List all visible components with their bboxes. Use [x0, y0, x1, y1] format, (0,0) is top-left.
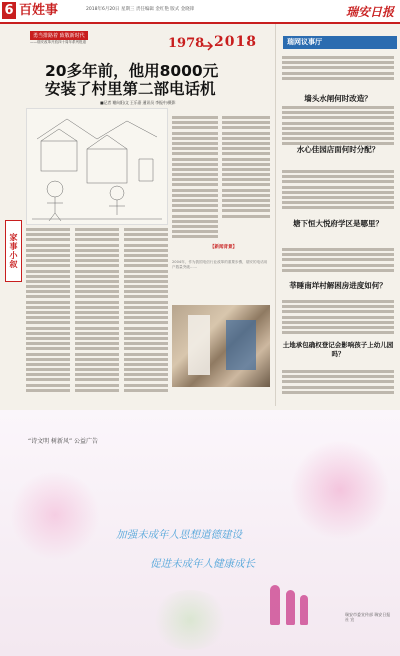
arrow-icon — [202, 40, 214, 52]
news-background-text: 2004年，作为我国电信行业改革的重要步骤，瑞安的电话用户数量突破…… — [172, 260, 268, 269]
photo-detail-blue — [226, 320, 256, 370]
column-label: 家事小叙 — [5, 220, 22, 282]
page-number: 6 — [2, 2, 16, 19]
question-body — [282, 248, 394, 274]
body-text-col-4 — [172, 116, 218, 241]
photo-detail-light — [188, 315, 210, 375]
article-headline — [45, 62, 265, 98]
grass-decoration — [150, 590, 230, 650]
headline-line-2: 安装了村里第二部电话机 — [45, 80, 216, 98]
question-title: 塘下恒大悦府学区是哪里？ — [293, 219, 383, 228]
ad-label: “诗文明 树新风” 公益广告 — [28, 438, 99, 445]
question-body — [282, 106, 394, 148]
sidebar-title: 瑞网议事厅 — [283, 36, 397, 49]
question-body — [282, 300, 394, 336]
ad-slogan-1: 加强未成年人思想道德建设 — [116, 529, 242, 541]
sketch-illustration — [26, 108, 168, 225]
body-text-col-3 — [124, 228, 168, 394]
body-text-col-1 — [26, 228, 70, 394]
question-body — [282, 370, 394, 396]
section-title: 百姓事 — [19, 3, 59, 18]
body-text-col-5 — [222, 116, 270, 220]
question-title: 墙头水闸何时改造？ — [304, 94, 372, 103]
ad-slogan-2: 促进未成年人健康成长 — [150, 558, 255, 570]
series-subkicker: ——瑞安改革开放四十周年系列报道 — [30, 40, 86, 44]
child-silhouette — [286, 590, 295, 625]
body-text-col-2 — [75, 228, 119, 394]
child-silhouette — [300, 595, 308, 625]
sketch-drawing — [27, 109, 167, 224]
question-title: 水心佳园店面何时分配？ — [296, 145, 380, 154]
child-silhouette — [270, 585, 280, 625]
year-start: 1978 — [168, 36, 205, 51]
question-title: 莘睡南垟村解困房进度如何？ — [289, 281, 387, 290]
sidebar-intro-text — [282, 56, 394, 82]
newspaper-logo: 瑞安日报 — [345, 5, 394, 19]
flower-decoration — [10, 470, 100, 560]
question-title: 土地承包确权登记会影响孩子上幼儿园吗？ — [282, 341, 394, 358]
news-background-tag: 【新闻背景】 — [210, 245, 237, 250]
series-kicker: 勇当排路着 致敬新时代 — [30, 31, 88, 40]
ad-organizer: 瑞安市委宣传部 瑞安日报社 宣 — [345, 612, 391, 622]
question-body — [282, 170, 394, 212]
header-meta: 2018年6月20日 星期三 责任编辑 金红艳 版式 金晓锋 — [86, 7, 195, 12]
year-end: 2018 — [214, 34, 257, 50]
article-byline: ■记者 谢向阳/文 王乐嘉 通讯员 李振中/摄影 — [100, 100, 176, 105]
flower-decoration — [290, 440, 390, 540]
headline-line-1: 20多年前，他用8000元 — [45, 62, 219, 80]
page-header — [0, 0, 400, 24]
